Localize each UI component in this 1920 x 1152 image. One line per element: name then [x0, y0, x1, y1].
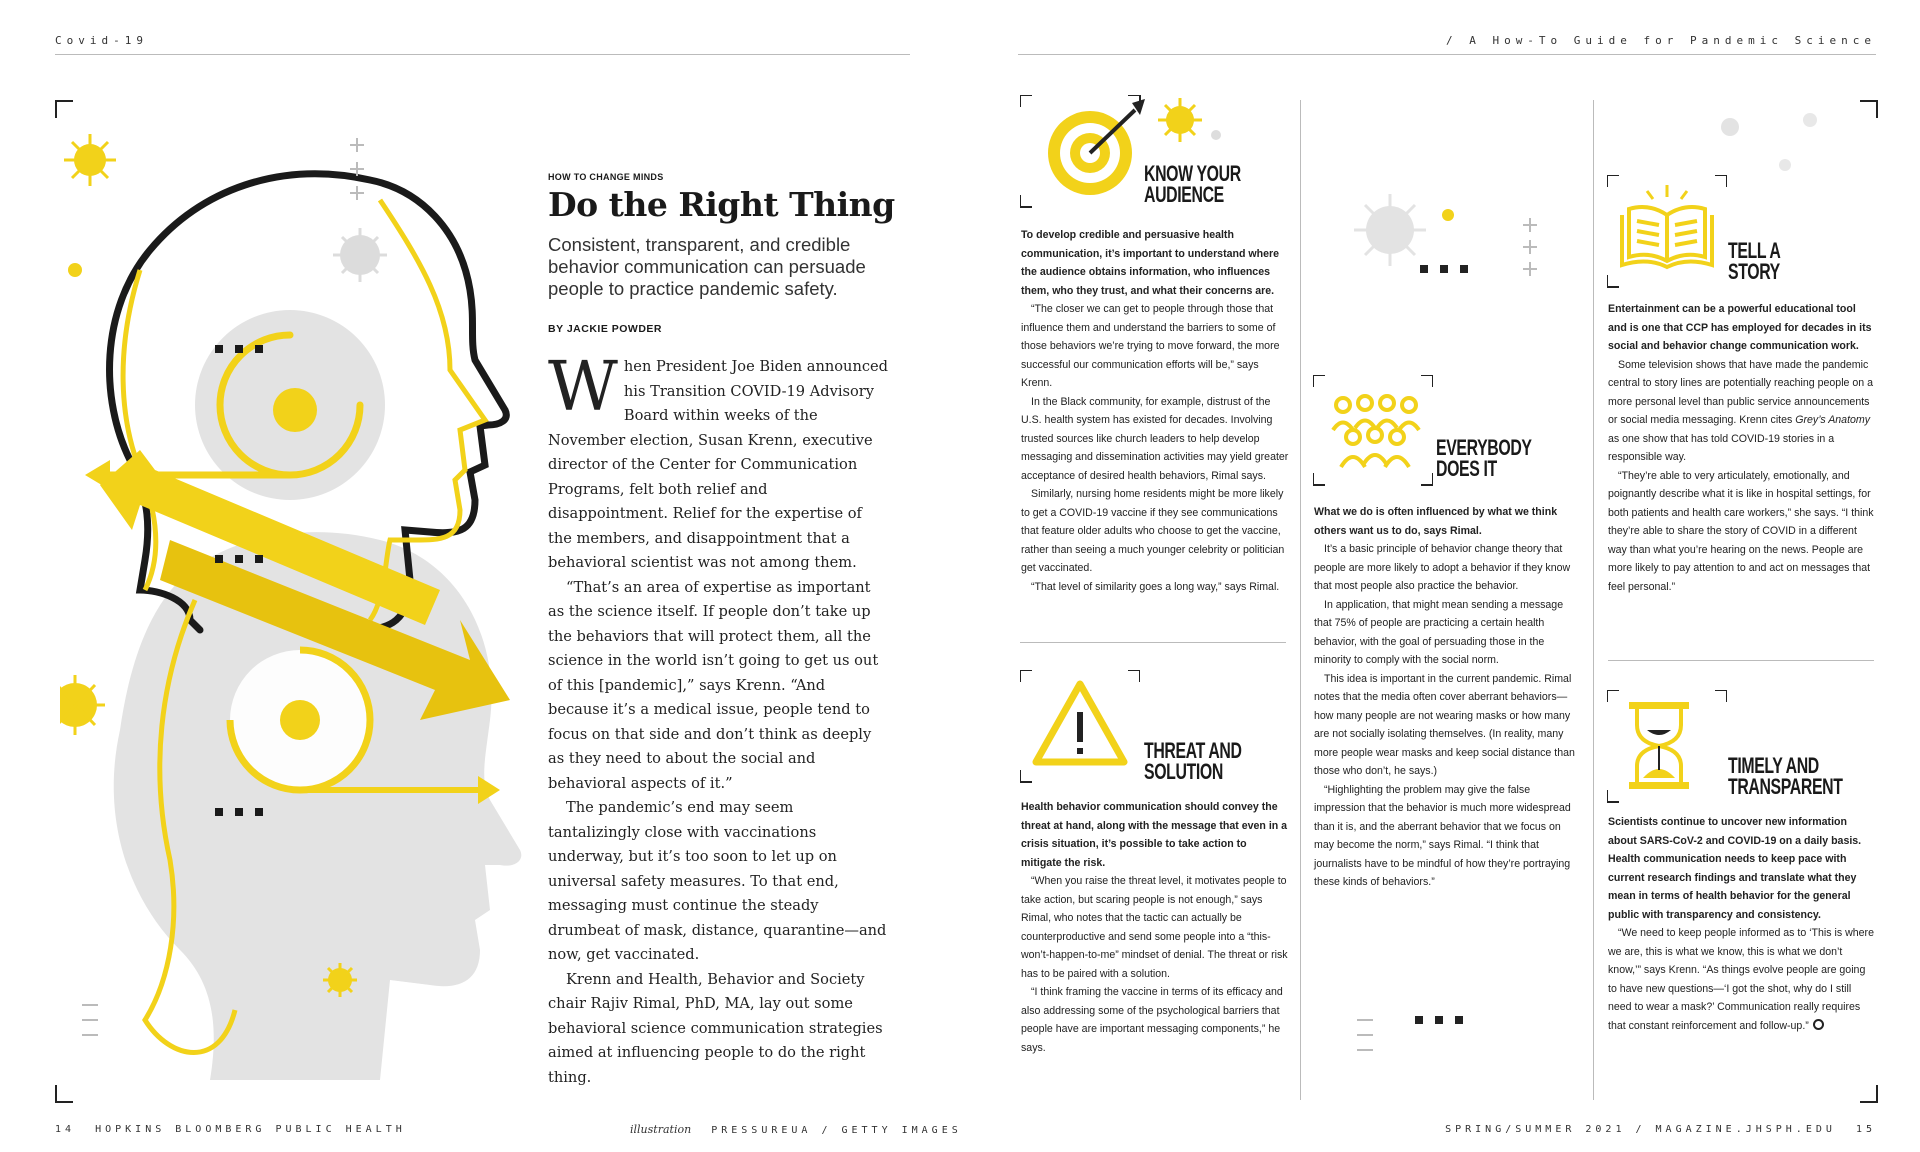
footer-right — [1445, 1124, 1876, 1135]
corner-mark — [1860, 100, 1878, 118]
issue-and-url: SPRING/SUMMER 2021 / MAGAZINE.JHSPH.EDU — [1445, 1124, 1836, 1135]
article-title: Do the Right Thing — [548, 185, 895, 224]
section-timely-text: Scientists continue to uncover new information about SARS-CoV-2 and COVID-19 on a daily basis. Health communication needs to keep pace with current research findings and translate what they mean in terms of health behavior for the general public with transparency and consistency. “We need to keep people informed as to ‘This is where we are, this is what we know, this is what we don’t know,’” says Krenn. “As things evolve people are going to have new questions—‘I got the shot, why do I still need to wear a mask?’ Communication really requires that constant reinforcement and follow-up.” — [1608, 813, 1876, 1035]
article-kicker: HOW TO CHANGE MINDS — [548, 172, 664, 182]
heading-timely-and-transparent: TIMELY AND TRANSPARENT — [1728, 753, 1843, 799]
dots-decoration — [1355, 1010, 1485, 1060]
corner-mark — [55, 1085, 73, 1103]
header-rule-right — [1018, 54, 1876, 55]
running-head-left: Covid-19 — [55, 34, 148, 47]
hourglass-icon — [1607, 690, 1727, 805]
timely-paragraph-1: “We need to keep people informed as to ‘This is where we are, this is what we know, this is what we don’t know,’” says Krenn. “As things evolve people are going to have new questions—‘I got the shot, why do I still need to wear a mask?’ Communication really requires that constant reinforcement and follow-up.” — [1608, 927, 1874, 1032]
article-paragraph-3: The pandemic’s end may seem tantalizingly close with vaccinations underway, but it’s too soon to let up on universal safety measures. To that end, messaging must continue the steady drumbeat of mask, distance, quarantine—and now, get vaccinated. — [548, 799, 887, 963]
publication-name: HOPKINS BLOOMBERG PUBLIC HEALTH — [95, 1124, 406, 1135]
heading-know-your-audience: KNOW YOUR AUDIENCE — [1144, 161, 1241, 207]
illustration-credit — [630, 1123, 962, 1136]
people-group-icon — [1313, 375, 1433, 487]
section-everybody-text: What we do is often influenced by what we think others want us to do, says Rimal. It’s a basic principle of behavior change theory that people are more likely to adopt a behavior if they know that most people also practice the behavior. In application, that might mean sending a message that 75% of people are practicing a certain health behavior, with the goal of persuading those in the minority to comply with the social norm. This idea is important in the current pandemic. Rimal notes that the media often cover aberrant behaviors—how many people are not wearing masks or how many are not socially isolating themselves. (In reality, many more people wear masks and keep social distance than those who don’t, he says.) “Highlighting the problem may give the false impression that the behavior is much more widespread than it is, and the aberrant behavior that we focus on may become the norm,” says Rimal. “I think that journalists have to be mindful of how they’re portraying these kinds of behaviors.” — [1314, 506, 1575, 888]
article-paragraph-4: Krenn and Health, Behavior and Society chair Rajiv Rimal, PhD, MA, lay out some behavioral science communication strategies aimed at influencing people to do the right thing. — [548, 970, 883, 1086]
virus-decoration — [1330, 190, 1570, 290]
story-paragraph-1: Some television shows that have made the pandemic central to story lines are potentially reaching people on a more personal level than public service announcements or social media messaging. Krenn cites Grey’s Anatomy as one show that has told COVID-19 stories in a responsible way. — [1608, 358, 1874, 463]
drop-cap: W — [548, 348, 618, 427]
credit-text: PRESSUREUA / GETTY IMAGES — [711, 1125, 962, 1136]
section-story-text: Entertainment can be a powerful educational tool and is one that CCP has employed for decades in its social and behavior change communication work. Some television shows that have made the pandemic central to story lines are potentially reaching people on a more personal level than public service announcements or social media messaging. Krenn cites Grey’s Anatomy as one show that has told COVID-19 stories in a responsible way. “They’re able to very articulately, emotionally, and poignantly describe what it is like in hospital settings, for both patients and health care workers,” she says. “I think they’re able to share the story of COVID in a different way than what you’re hearing on the news. People are more likely to pay attention to and act on messages that feel personal.” — [1608, 300, 1876, 596]
heading-everybody-does-it: EVERYBODY DOES IT — [1436, 435, 1532, 481]
end-mark-icon — [1813, 1019, 1824, 1030]
column-rule — [1300, 100, 1301, 1100]
article-paragraph-2: “That’s an area of expertise as important as the science itself. If people don’t take up the behaviors that will protect them, all the science in the world isn’t going to get us out of this [pandemic],” says Krenn. “And because it’s a medical issue, people tend to focus on that side and don’t think as deeply as they need to about the social and behavioral aspects of it.” — [548, 578, 879, 792]
section-rule — [1020, 642, 1286, 643]
corner-mark — [1860, 1085, 1878, 1103]
column-rule — [1593, 100, 1594, 1100]
article-paragraph-1: hen President Joe Biden announced his Transition COVID-19 Advisory Board within weeks of the November election, Susan Krenn, executive director of the Center for Communication Programs, felt both relief and disappointment. Relief for the expertise of the members, and disappointment that a behavioral scientist was not among them. — [548, 358, 889, 571]
header-rule-left — [55, 54, 910, 55]
article-body — [548, 348, 889, 1090]
heading-tell-a-story: TELL A STORY — [1728, 238, 1781, 284]
open-book-icon — [1607, 175, 1727, 290]
warning-icon — [1020, 670, 1140, 785]
heading-threat-and-solution: THREAT AND SOLUTION — [1144, 738, 1242, 784]
article-byline: BY JACKIE POWDER — [548, 323, 662, 335]
credit-label: illustration — [630, 1123, 692, 1136]
virus-decoration — [1710, 105, 1840, 185]
page-number-left: 14 — [55, 1124, 76, 1135]
head-illustration — [60, 120, 530, 1080]
section-rule — [1608, 660, 1874, 661]
footer-left — [55, 1124, 406, 1135]
page-number-right: 15 — [1855, 1124, 1876, 1135]
section-threat-text: Health behavior communication should convey the threat at hand, along with the message that even in a crisis situation, it’s possible to take action to mitigate the risk. “When you raise the threat level, it motivates people to take action, but scaring people is not enough,” says Rimal, who notes that the tactic can actually be counterproductive and send some people into a “this-won’t-happen-to-me” mindset of denial. The threat or risk has to be paired with a solution. “I think framing the vaccine in terms of its efficacy and also addressing some of the psychological barriers that people have are important messaging components,” he says. — [1021, 801, 1288, 1054]
article-deck: Consistent, transparent, and credible behavior communication can persuade people to practice pandemic safety. — [548, 234, 866, 299]
corner-mark — [55, 100, 73, 118]
section-know-text: To develop credible and persuasive health communication, it’s important to understand where the audience obtains information, who influences them, who they trust, and what their concerns are. “The closer we can get to people through those that influence them and understand the barriers to some of those behaviors we’re trying to move forward, the more successful our communication efforts will be,” says Krenn. In the Black community, for example, distrust of the U.S. health system has existed for decades. Involving trusted sources like church leaders to help develop messaging and dissemination activities may yield greater acceptance of desired health behaviors, Rimal says. Similarly, nursing home residents might be more likely to get a COVID-19 vaccine if they see communications that feature older adults who choose to get the vaccine, rather than seeing a much younger celebrity or politician get vaccinated. “That level of similarity goes a long way,” says Rimal. — [1021, 229, 1289, 593]
running-head-right: / A How-To Guide for Pandemic Science — [1445, 34, 1876, 47]
